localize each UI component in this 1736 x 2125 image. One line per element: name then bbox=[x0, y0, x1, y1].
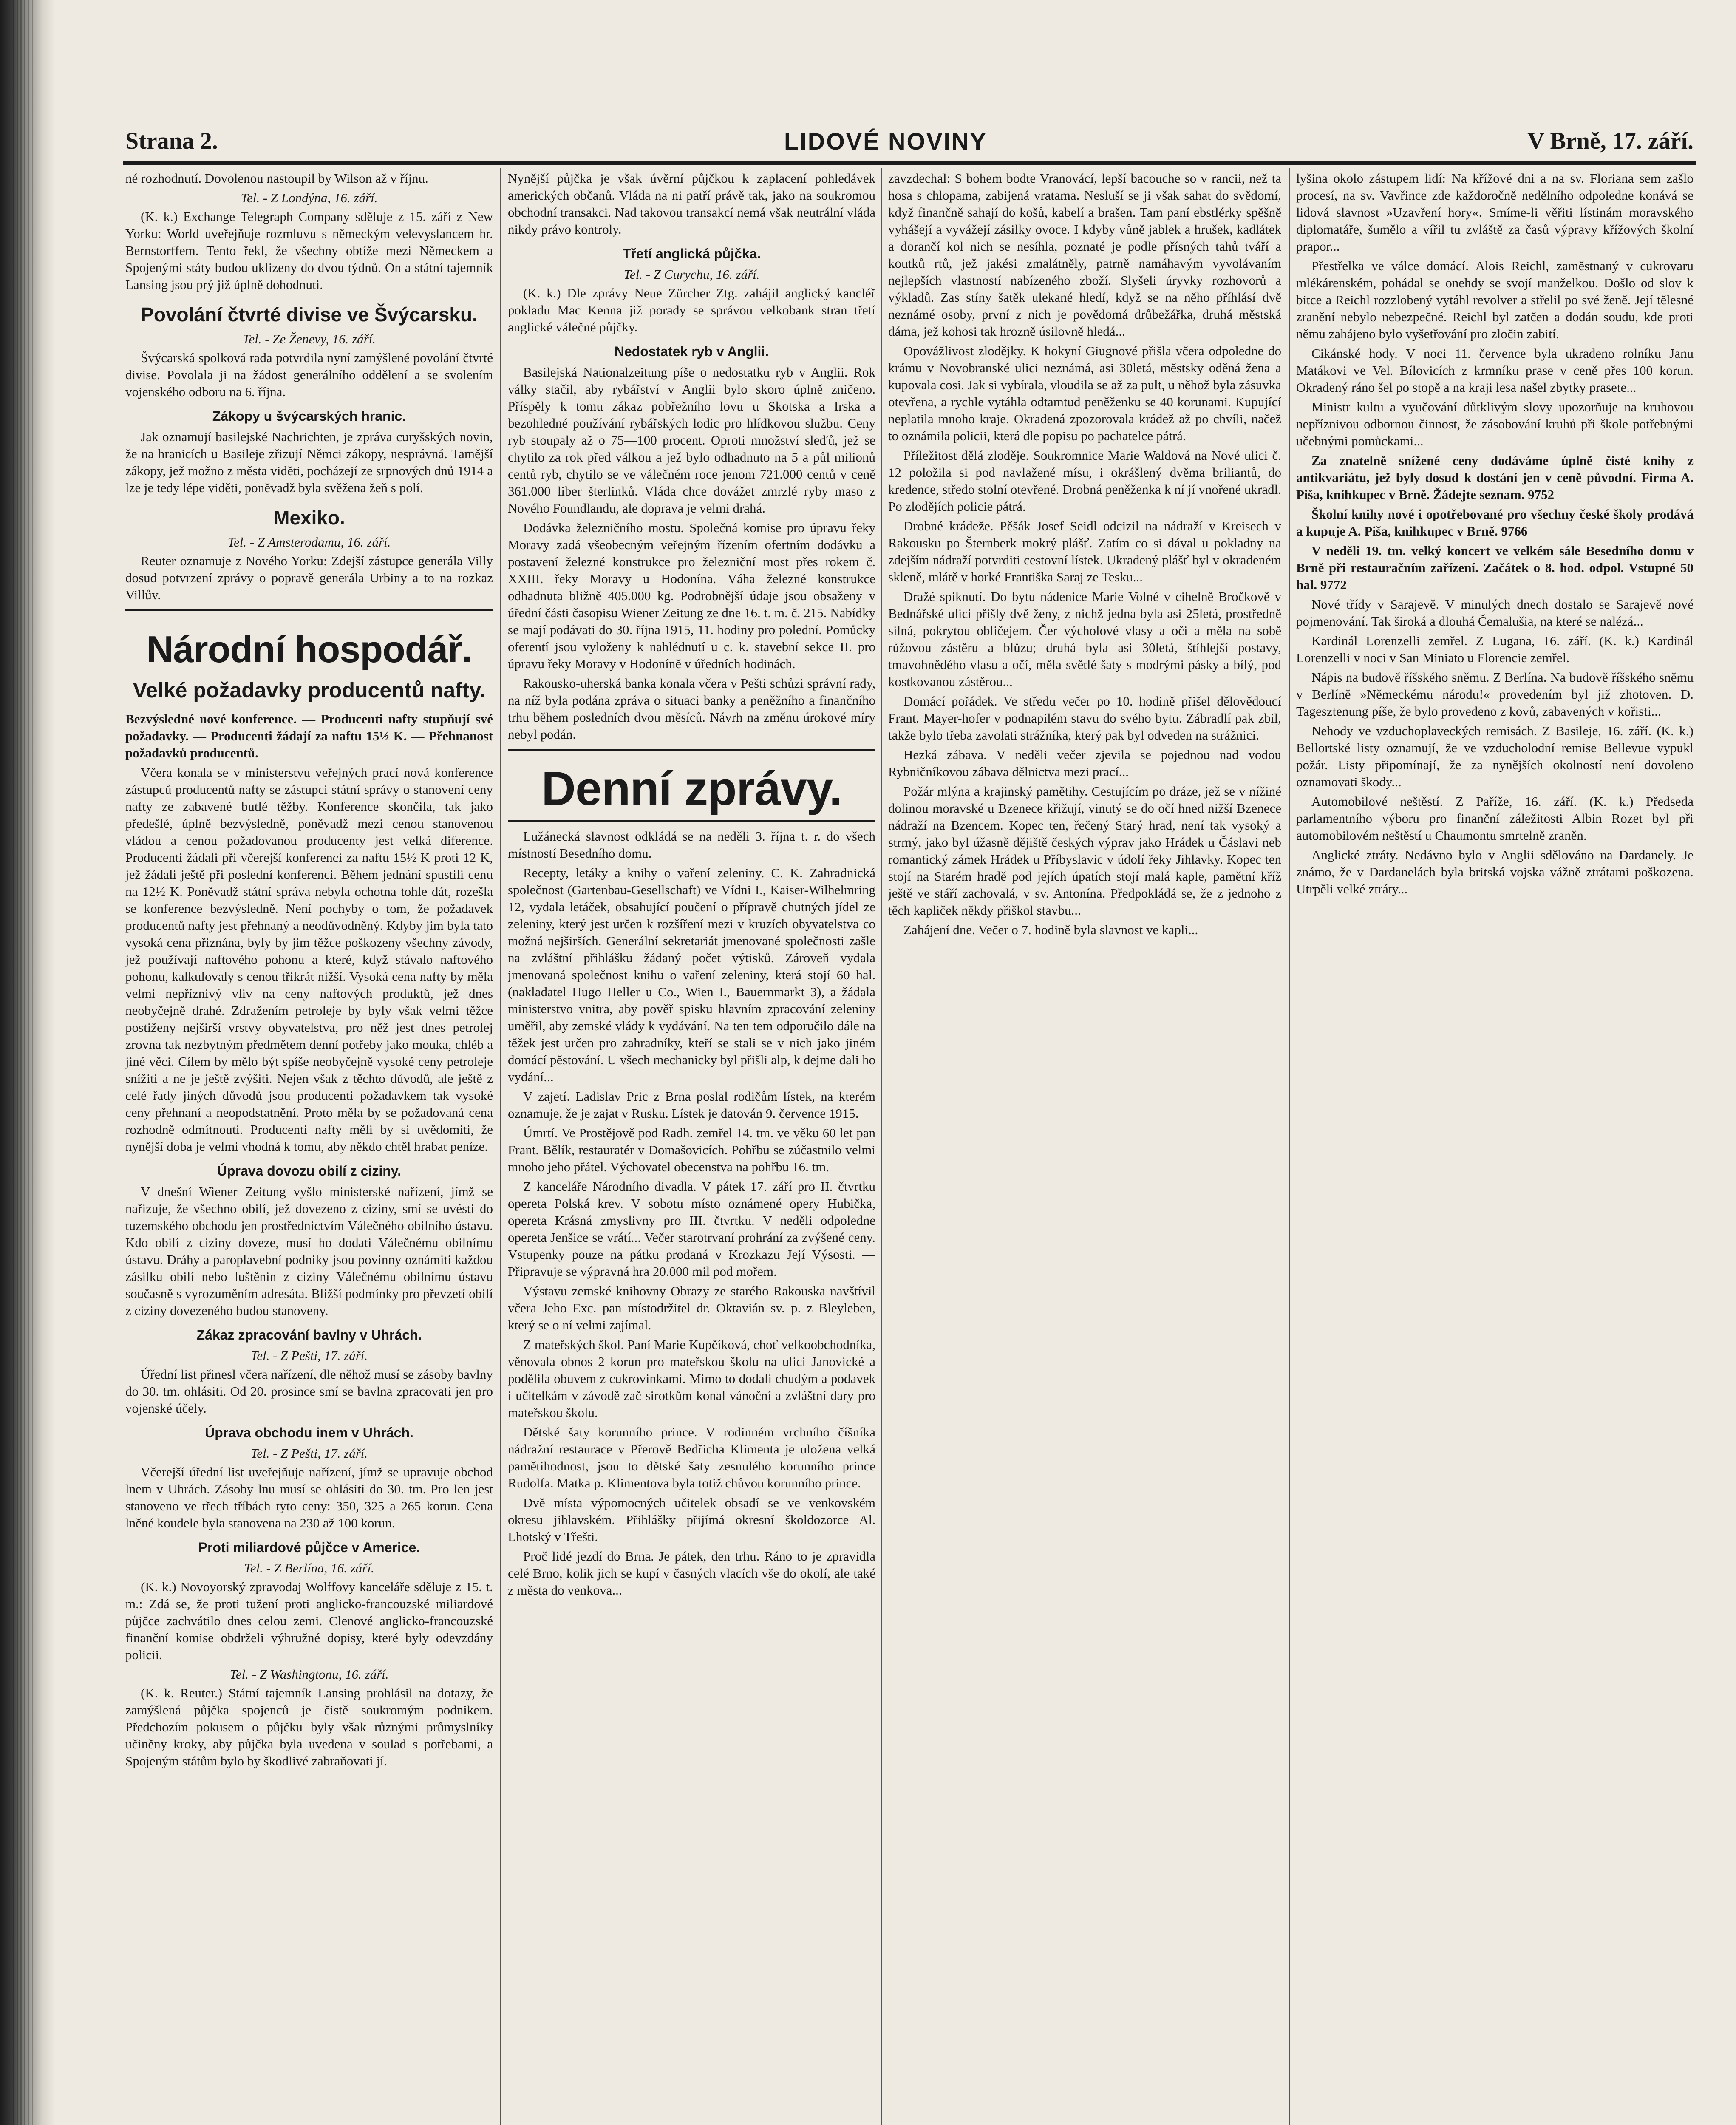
news-item: Z kanceláře Národního divadla. V pátek 17. září pro II. čtvrtku opereta Polská krev. V sobotu místo oznámené opery Hubička, opereta Krásná zmyslivny pro III. čtvrtku. V neděli odpoledne opereta Jenšice se vrátí... Večer starotrvaní prohrání za zvýšené ceny. Vstupenky pouze na pátku prodaná v Krozkazu Její Výsosti. — Připravuje se výpravná hra 20.000 mil pod mořem. bbox=[508, 1179, 875, 1279]
news-item: Úmrtí. Ve Prostějově pod Radh. zemřel 14. tm. ve věku 60 let pan Frant. Bělík, restauratér v Domašovicích. Pohřbu se zúčastnilo velmi mnoho jeho přátel. Výchovatel obecenstva na pohřbu 16. tm. bbox=[508, 1125, 875, 1174]
news-item: Dražé spiknutí. Do bytu nádenice Marie Volné v cihelně Bročkově v Bednářské ulici přišly dvě ženy, z nichž jedna byla asi 25letá, prostředně silná, pokrytou obličejem. Čer výcholové vlasy a oči a měla na sobě růžovou zástěru a blůzu; druhá byla asi 30letá, štíhlejší postavy, tmavohnědého vlasu a očí, měla světlé šaty s modrými pásky a bílý, pod kostkovanou zástěrou... bbox=[888, 589, 1281, 689]
telegram-place: Tel. - Z Washingtonu, 16. září. bbox=[229, 1667, 389, 1682]
advertisement: Za znatelně snížené ceny dodáváme úplně čisté knihy z antikvariátu, jež byly dosud k dostání jen v ceně původní. Firma A. Piša, knihkupec v Brně. Žádejte seznam. 9752 bbox=[1296, 453, 1694, 502]
column-rule bbox=[881, 168, 882, 2125]
news-item: Lužánecká slavnost odkládá se na neděli 3. října t. r. do všech místností Besedního domu. bbox=[508, 829, 875, 861]
article-paragraph: lyšina okolo zástupem lidí: Na křížové dni a na sv. Floriana sem zašlo procesí, na sv. Vavřince zde každoročně nedělního odpoledne konává se lidová slavnost »Uzavření hory«. Smíme-li věřiti lístinám moravského diplomatáře, šumělo a vířil tu zvláště za časů výpravy křížových školní prapor... bbox=[1296, 171, 1694, 254]
column-rule bbox=[1289, 168, 1290, 2125]
advertisement: Školní knihy nové i opotřebované pro všechny české školy prodává a kupuje A. Piša, knihkupec v Brně. 9766 bbox=[1296, 507, 1694, 538]
news-item: Anglické ztráty. Nedávno bylo v Anglii sdělováno na Dardanely. Je známo, že v Dardanelách byla britská vojska vážně ztrátami poškozena. Utrpěli velké ztráty... bbox=[1296, 847, 1694, 896]
section-heading: Mexiko. bbox=[273, 507, 345, 529]
article-paragraph: V dnešní Wiener Zeitung vyšlo ministerské nařízení, jímž se nařizuje, že všechno obilí, jež dovezeno z ciziny, smí se uvésti do tuzemského obchodu jen prostřednictvím Válečného obilního ústavu. Kdo obilí z ciziny doveze, musí ho dodati Válečnému obilnímu ústavu. Dráhy a paroplavební podniky jsou povinny oznámiti každou zásilku obilí nebo luštěnin z ciziny Válečnému obilnímu ústavu současně s vyrozuměním adresáta. Bližší podmínky pro převzetí obilí z ciziny dovezeného budou stanoveny. bbox=[125, 1184, 493, 1318]
news-item: Nápis na budově říšského sněmu. Z Berlína. Na budově říšského sněmu v Berlíně »Německému národu!« provedením byl již zhotoven. D. Tagesztenung píše, že bylo provedeno z kovů, zabavených v kořisti... bbox=[1296, 670, 1694, 719]
article-paragraph: (K. k.) Dle zprávy Neue Zürcher Ztg. zahájil anglický kancléř pokladu Mac Kenna již porady se správou velkobank stran třetí anglické válečné půjčky. bbox=[508, 286, 875, 334]
article-paragraph: Včerejší úřední list uveřejňuje nařízení, jímž se upravuje obchod lnem v Uhrách. Zásoby lnu musí se ohlásiti do 30. tm. Pro len jest stanoveno ve třech tříbách tyto ceny: 350, 325 a 265 korun. Cena lněné koudele byla stanovena na 230 až 100 korun. bbox=[125, 1465, 493, 1530]
news-item: Hezká zábava. V neděli večer zjevila se pojednou nad vodou Rybničníkovou zábava dělnictva mezi prací... bbox=[888, 747, 1281, 779]
news-item: Domácí pořádek. Ve středu večer po 10. hodině přišel dělovědoucí Frant. Mayer-hofer v podnapilém stavu do svého bytu. Zábradlí pak zbil, takže bylo třeba zavolati strážníka, který pak byl odveden na strážnici. bbox=[888, 694, 1281, 742]
news-item: Výstavu zemské knihovny Obrazy ze starého Rakouska navštívil včera Jeho Exc. pan místodržitel dr. Oktavián sv. p. z Bleyleben, který se o ní velmi zajímal. bbox=[508, 1284, 875, 1332]
column-3 bbox=[888, 170, 1281, 2125]
news-item: Přestřelka ve válce domácí. Alois Reichl, zaměstnaný v cukrovaru mlékárenském, pohádal se onehdy se svojí manželkou. Došlo od slov k bitce a Reichl rozzlobený vytáhl revolver a střelil po své ženě. Její tělesné zranění nebylo nebezpečné. Reichl byl zatčen a dodán soudu, kde proti němu zahájeno bylo vyšetřování pro zločin zabití. bbox=[1296, 258, 1694, 341]
section-divider bbox=[508, 749, 875, 751]
news-item: Zahájení dne. Večer o 7. hodině byla slavnost ve kapli... bbox=[903, 922, 1198, 937]
advertisement: V neděli 19. tm. velký koncert ve velkém sále Besedního domu v Brně při restauračním zařízení. Začátek o 8. hod. odpol. Vstupné 50 hal. 9772 bbox=[1296, 543, 1694, 592]
telegram-place: Tel. - Z Pešti, 17. září. bbox=[250, 1348, 368, 1363]
telegram-place: Tel. - Z Pešti, 17. září. bbox=[250, 1446, 368, 1461]
news-item: Z mateřských škol. Paní Marie Kupčíková, choť velkoobchodníka, věnovala obnos 2 korun pro mateřskou školu na ulici Janovické a podělila obuvem z cukrovinkami. Mimo to dodali chudým a podavek i učitelkám v závodě zač sirotkům konal vánoční a zvláštní dary pro mateřskou školu. bbox=[508, 1337, 875, 1420]
column-rule bbox=[500, 168, 501, 2125]
news-item: Recepty, letáky a knihy o vaření zeleniny. C. K. Zahradnická společnost (Gartenbau-Gesellschaft) ve Vídni I., Kaiser-Wilhelmring 12, vydala letáček, obsahující poučení o přípravě chutných jídel ze zeleniny, který jest určen k rozšíření mezi v kruzích obyvatelstva co možná nejširších. Generální sekretariát jmenované společnosti zašle na zvláštní přihlášku žádaný počet výtisků. Zároveň vydala jmenovaná společnost knihu o vaření zeleniny, která stojí 60 hal. (nakladatel Hugo Heller u Co., Wien I., Bauernmarkt 3), a žádala ministerstvo vnitra, aby pověř spisku hlavním zpracování zeleniny uměřil, aby zemské vlády k vydávání. Na ten tem odporučilo dále na těžek jest určen pro zahradníky, kteří se stali se v nich jako jiném domácí pěstování. U všech mechanicky byl přišli alp, k dejme dali ho vydání... bbox=[508, 865, 875, 1084]
article-paragraph: Švýcarská spolková rada potvrdila nyní zamýšlené povolání čtvrté divise. Povolala ji na žádost generálního oddělení a se svolením vojenského odboru na 6. října. bbox=[125, 350, 493, 399]
news-item: Příležitost dělá zloděje. Soukromnice Marie Waldová na Nové ulici č. 12 položila si pod navlažené mísu, i okrášlený dvěma briliantů, do kredence, středo stolní otevřené. Drobná peněženka k ní jí vnořené ukradl. Po zlodějích policie pátrá. bbox=[888, 448, 1281, 514]
telegram-place: Tel. - Z Berlína, 16. září. bbox=[244, 1561, 374, 1575]
column-2 bbox=[508, 170, 875, 2125]
article-summary: Bezvýsledné nové konference. — Producenti nafty stupňují své požadavky. — Producenti žádají za naftu 15½ K. — Přehnanost požadavků producentů. bbox=[125, 711, 493, 760]
article-heading: Zákopy u švýcarských hranic. bbox=[212, 408, 406, 424]
article-paragraph: Včera konala se v ministerstvu veřejných prací nová konference zástupců producentů nafty se zástupci státní správy o stanovení ceny nafty ze zabavené butlé těžby. Konference skončila, tak jako předešlé, úplně bezvýsledně, poněvadž mezi cenou stanovenou vládou a cenou požadovanou producenty jest velká diference. Producenti žádali při včerejší konferenci za naftu 15½ K proti 12 K, jež žádali ještě při poslední konferenci. Během jednání spustili cenu na 12½ K. Poněvadž státní správa nebyla ochotna tohle dát, rozešla se konference bezvýsledně. Není pochyby o tom, že požadavek producentů nafty jest přehnaný a neodůvodněný. Kdyby jim byla tato vysoká cena přiznána, byly by jim těžce poškozeny všechny závody, jež používají naftového pohonu a které, když stávalo naftového pohonu, kalkulovaly s cenou třikrát nižší. Vysoká cena nafty by měla velmi nepříznivý vliv na ceny naftových produktů, jež dnes neobyčejně drahé. Zdražením petroleje by byly však velmi těžce postiženy nejširší vrstvy obyvatelstva, pro něž jest dnes petrolej zrovna tak nezbytným předmětem denní potřeby jako mouka, chléb a jiné věci. Cílem by mělo být spíše neobyčejně vysoké ceny petroleje snížiti a ne je ještě zvýšiti. Nejen však z těchto důvodů, ale ještě z celé řady jiných důvodů jsou producenti požadavkem tak vysoké ceny přehnaní a neopodstatnění. Proto měla by se požadovaná cena rozhodně odmítnouti. Producenti nafty měli by si uvědomiti, že nynější doba je velmi vhodná k tomu, aby někdo chtěl hrabat peníze. bbox=[125, 765, 493, 1154]
news-item: Nové třídy v Sarajevě. V minulých dnech dostalo se Sarajevě nové pojmenování. Tak široká a dlouhá Čemalušia, na které se nalézá... bbox=[1296, 597, 1694, 629]
article-paragraph: (K. k. Reuter.) Státní tajemník Lansing prohlásil na dotazy, že zamýšlená půjčka spojenců je čistě soukromým podnikem. Předchozím pokusem o půjčku byly však různými průmyslníky učiněny kroky, aby půjčka byla uvedena v soulad s potřebami, a Spojeným státům bylo by škodlivé zabraňovati jí. bbox=[125, 1686, 493, 1768]
news-item: Opovážlivost zlodějky. K hokyní Giugnové přišla včera odpoledne do krámu v Novobranské ulici neznámá, asi 30letá, městsky oděná žena a kupovala cosi. Jak si vybírala, vloudila se až za pult, u něhož byla zásuvka otevřena, a rychle vytáhla odtamtud peněženku se 40 korunami. Kupující neplatila mnoho kraje. Okradená zpozorovala krádež až po chvíli, načež to oznámila policii, která dle popisu po pachatelce pátrá. bbox=[888, 343, 1281, 443]
header-rule bbox=[123, 162, 1696, 165]
article-heading: Třetí anglická půjčka. bbox=[622, 246, 761, 261]
article-heading: Proti miliardové půjčce v Americe. bbox=[198, 1540, 420, 1555]
article-paragraph: Dodávka železničního mostu. Společná komise pro úpravu řeky Moravy zadá všeobecným veřejným řízením ofertním dodávku a postavení železné konstrukce pro železniční most přes rokem č. XXIII. řeky Moravy u Hodonína. Váha železné konstrukce odhadnuta bližně 405.000 kg. Podrobnější údaje jsou obsaženy v úřední části časopisu Wiener Zeitung ze dne 16. t. m. č. 215. Nabídky se mají podávati do 30. října 1915, 11. hodiny pro polední. Pomůcky oferentí jsou vyloženy k nahlédnutí u c. k. stavební sekce II. pro úpravu řeky Moravy v Hodoníně v úředních hodinách. bbox=[508, 520, 875, 671]
article-paragraph: zavzdechal: S bohem bodte Vranovácí, lepší bacouche so v rancii, než ta hosa s chlopama, zabijená vratama. Nesluší se ji však sahat do svědomí, když finančně sahají do košů, kabelí a brašen. Tam paní ebstlérky spěšně vyhášejí a vyvážejí zásilky ovoce. I kdyby vůně jablek a hrušek, kadlátek a dorančí kol nich se nesíhla, poznaté je podle přísných tahů tváří a koutků rtů, jež jakési zmalátněly, patrně namáhavým vyvolávaním nejlepších vlastností nabízeného zboží. Slyšeli úryvky rozhovorů a výkladů. Zas stíny šatěk ulekané hledí, když se na něho příhlásí dvě neznámé osoby, první z nich je povědomá drůbežářka, druhá městská dáma, jež kohosi tak hrozně úsilovně hledá... bbox=[888, 171, 1281, 339]
news-item: Dětské šaty korunního prince. V rodinném vrchního číšníka nádražní restaurace v Přerově Bedřicha Klimenta je uložena velká pamětihodnost, jsou to dětské šaty zesnulého korunního prince Rudolfa. Matka p. Klimentova byla totiž chůvou korunního prince. bbox=[508, 1425, 875, 1490]
telegram-place: Tel. - Z Londýna, 16. září. bbox=[241, 190, 378, 205]
section-divider bbox=[125, 609, 493, 611]
section-subtitle: Velké požadavky producentů nafty. bbox=[133, 678, 486, 702]
news-item: Automobilové neštěstí. Z Paříže, 16. září. (K. k.) Předseda parlamentního výboru pro finanční záležitosti Albin Rozet byl při automobilovém neštěstí u Chaumontu smrtelně zraněn. bbox=[1296, 794, 1694, 843]
article-paragraph: Reuter oznamuje z Nového Yorku: Zdejší zástupce generála Villy dosud potvrzení zprávy o popravě generála Urbiny a to na rozkaz Villův. bbox=[125, 553, 493, 602]
news-item: Ministr kultu a vyučování důtklivým slovy upozorňuje na kruhovou nepříznivou odbornou činnost, že zásobování kruhů při škole potřebnými učebnými pomůckami... bbox=[1296, 400, 1694, 448]
news-item: Kardinál Lorenzelli zemřel. Z Lugana, 16. září. (K. k.) Kardinál Lorenzelli v noci v San Miniato u Florencie zemřel. bbox=[1296, 633, 1694, 665]
page-header bbox=[125, 128, 1694, 166]
article-heading: Úprava obchodu inem v Uhrách. bbox=[205, 1425, 413, 1440]
news-item: Proč lidé jezdí do Brna. Je pátek, den trhu. Ráno to je zpravidla celé Brno, kolik jich se kupí v časných vlacích vše do okolí, ale také z města do venkova... bbox=[508, 1549, 875, 1598]
news-item: V zajetí. Ladislav Pric z Brna poslal rodičům lístek, na kterém oznamuje, že je zajat v Rusku. Lístek je datován 9. července 1915. bbox=[508, 1089, 875, 1121]
page-number: Strana 2. bbox=[125, 128, 218, 154]
article-paragraph: Jak oznamují basilejské Nachrichten, je zpráva curyšských novin, že na hranicích u Basileje zřizují Němci zákopy, nesprávná. Tamější zákopy, jež možno z města viděti, pocházejí ze srpnových dnů 1914 a lze je tedy lépe viděti, poněvadž byla svěžena žeň s polí. bbox=[125, 429, 493, 495]
article-heading: Úprava dovozu obilí z ciziny. bbox=[217, 1163, 402, 1179]
news-item: Nehody ve vzduchoplaveckých remisách. Z Basileje, 16. září. (K. k.) Bellortské listy oznamují, že ve vzducholodní remise Bellevue vypukl požár. Listy připomínají, že za nynějších okolností není dovoleno oznamovati škody... bbox=[1296, 723, 1694, 789]
news-item: Cikánské hody. V noci 11. července byla ukradeno rolníku Janu Matákovi ve Vel. Bílovicích z krmníku prase v ceně přes 100 korun. Okradený ráno šel po stopě a na kraji lesa našel zbytky prasete... bbox=[1296, 346, 1694, 395]
section-divider bbox=[508, 820, 875, 822]
telegram-place: Tel. - Z Amsterodamu, 16. září. bbox=[227, 535, 391, 550]
article-paragraph: (K. k.) Exchange Telegraph Company sděluje z 15. září z New Yorku: World uveřejňuje rozmluvu s německým velevyslancem hr. Bernstorffem. Tento řekl, že všechny obtíže mezi Německem a Spojenými státy budou uklizeny do dvou týdnů. On a státní tajemník Lansing jsou prý již úplně dohodnuti. bbox=[125, 209, 493, 292]
news-item: Dvě místa výpomocných učitelek obsadí se ve venkovském okresu jihlavském. Přihlášky přijímá okresní školdozorce Al. Lhotský v Třešti. bbox=[508, 1495, 875, 1544]
article-paragraph: Rakousko-uherská banka konala včera v Pešti schůzi správní rady, na níž byla podána zpráva o situaci banky a peněžního a finančního trhu během posledních dvou měsíců. Návrh na změnu úrokové míry nebyl podán. bbox=[508, 676, 875, 742]
article-paragraph: Basilejská Nationalzeitung píše o nedostatku ryb v Anglii. Rok války stačil, aby rybářství v Anglii bylo skoro úplně zničeno. Příspěly k tomu zákaz pobřežního lovu u Skotska a Irska a bezohledné používání rybářských lodic pro hlídkovou službu. Ceny ryb stoupaly až o 75—100 procent. Oproti množství sleďů, jež se chytilo za rok před válkou a jež bylo odhadnuto na 5 a půl milionů centů ryb, chytilo se ve válečném roce jenom 721.000 centů v ceně 361.000 liber šterlinků. Vláda chce dovážet zmrzlé ryby maso z Nového Foundlandu, ale doprava je velmi drahá. bbox=[508, 365, 875, 516]
article-heading: Zákaz zpracování bavlny v Uhrách. bbox=[196, 1327, 422, 1343]
binding-texture bbox=[13, 0, 34, 2125]
article-paragraph: né rozhodnutí. Dovolenou nastoupil by Wilson až v říjnu. bbox=[125, 171, 428, 186]
column-4 bbox=[1296, 170, 1694, 2125]
article-paragraph: Úřední list přinesl včera nařízení, dle něhož musí se zásoby bavlny do 30. tm. ohlásiti. Od 20. prosince smí se bavlna zpracovati jen pro vojenské účely. bbox=[125, 1367, 493, 1416]
newspaper-title: LIDOVÉ NOVINY bbox=[784, 128, 987, 155]
section-heading: Povolání čtvrté divise ve Švýcarsku. bbox=[141, 303, 478, 326]
dateline: V Brně, 17. září. bbox=[1527, 128, 1694, 154]
article-heading: Nedostatek ryb v Anglii. bbox=[614, 344, 769, 359]
section-title-daily-news: Denní zprávy. bbox=[541, 762, 842, 815]
column-1 bbox=[125, 170, 493, 2125]
news-item: Drobné krádeže. Pěšák Josef Seidl odcizil na nádraží v Kreisech v Rakousku po Šternberk mokrý plášť. Zatím co si dával u pokladny na zdejším nádraží potvrditi cestovní lístek. Ukradený plášť byl v okradeném skleně, mlátě v horké Františka Saraj ze Tesku... bbox=[888, 518, 1281, 584]
news-item: Požár mlýna a krajinský pamětihy. Cestujícím po dráze, jež se v nížiné dolinou moravské u Bzenece křižují, vinutý se do očí hned nižší Bzenece nádraží na Bzencem. Kopec ten, řečený Starý hrad, není tak vysoký a strmý, jako byl úžasně dějiště českých výprav jako Hrádek u Čáslavi neb romantický zámek Hrádek u Příbyslavic v údolí řeky Jihlavky. Kopec ten stojí na Starém hradě pod jejích úpatích stojí malá kaple, pamětní kříž ještě ve stáří zachovalá, v sv. Antonína. Předpokládá se, že z jednoho z těch kapliček někdy přiškol stavbu... bbox=[888, 784, 1281, 918]
telegram-place: Tel. - Z Curychu, 16. září. bbox=[623, 267, 760, 282]
article-paragraph: (K. k.) Novoyorský zpravodaj Wolffovy kanceláře sděluje z 15. t. m.: Zdá se, že proti tužení proti anglicko-francouzské miliardové půjčce zachvátilo dnes celou zemi. Clenové anglicko-francouzské finanční komise obdrželi výhružné dopisy, které byly odevzdány policii. bbox=[125, 1579, 493, 1662]
telegram-place: Tel. - Ze Ženevy, 16. září. bbox=[242, 332, 376, 346]
article-paragraph: Nynější půjčka je však úvěrní půjčkou k zaplacení pohledávek amerických občanů. Vláda na ni patří právě tak, jako na soukromou obchodní transakci. Nad takovou transakcí nemá však neutrální vláda nikdy právo kontroly. bbox=[508, 171, 875, 237]
section-title-economy: Národní hospodář. bbox=[146, 628, 472, 670]
